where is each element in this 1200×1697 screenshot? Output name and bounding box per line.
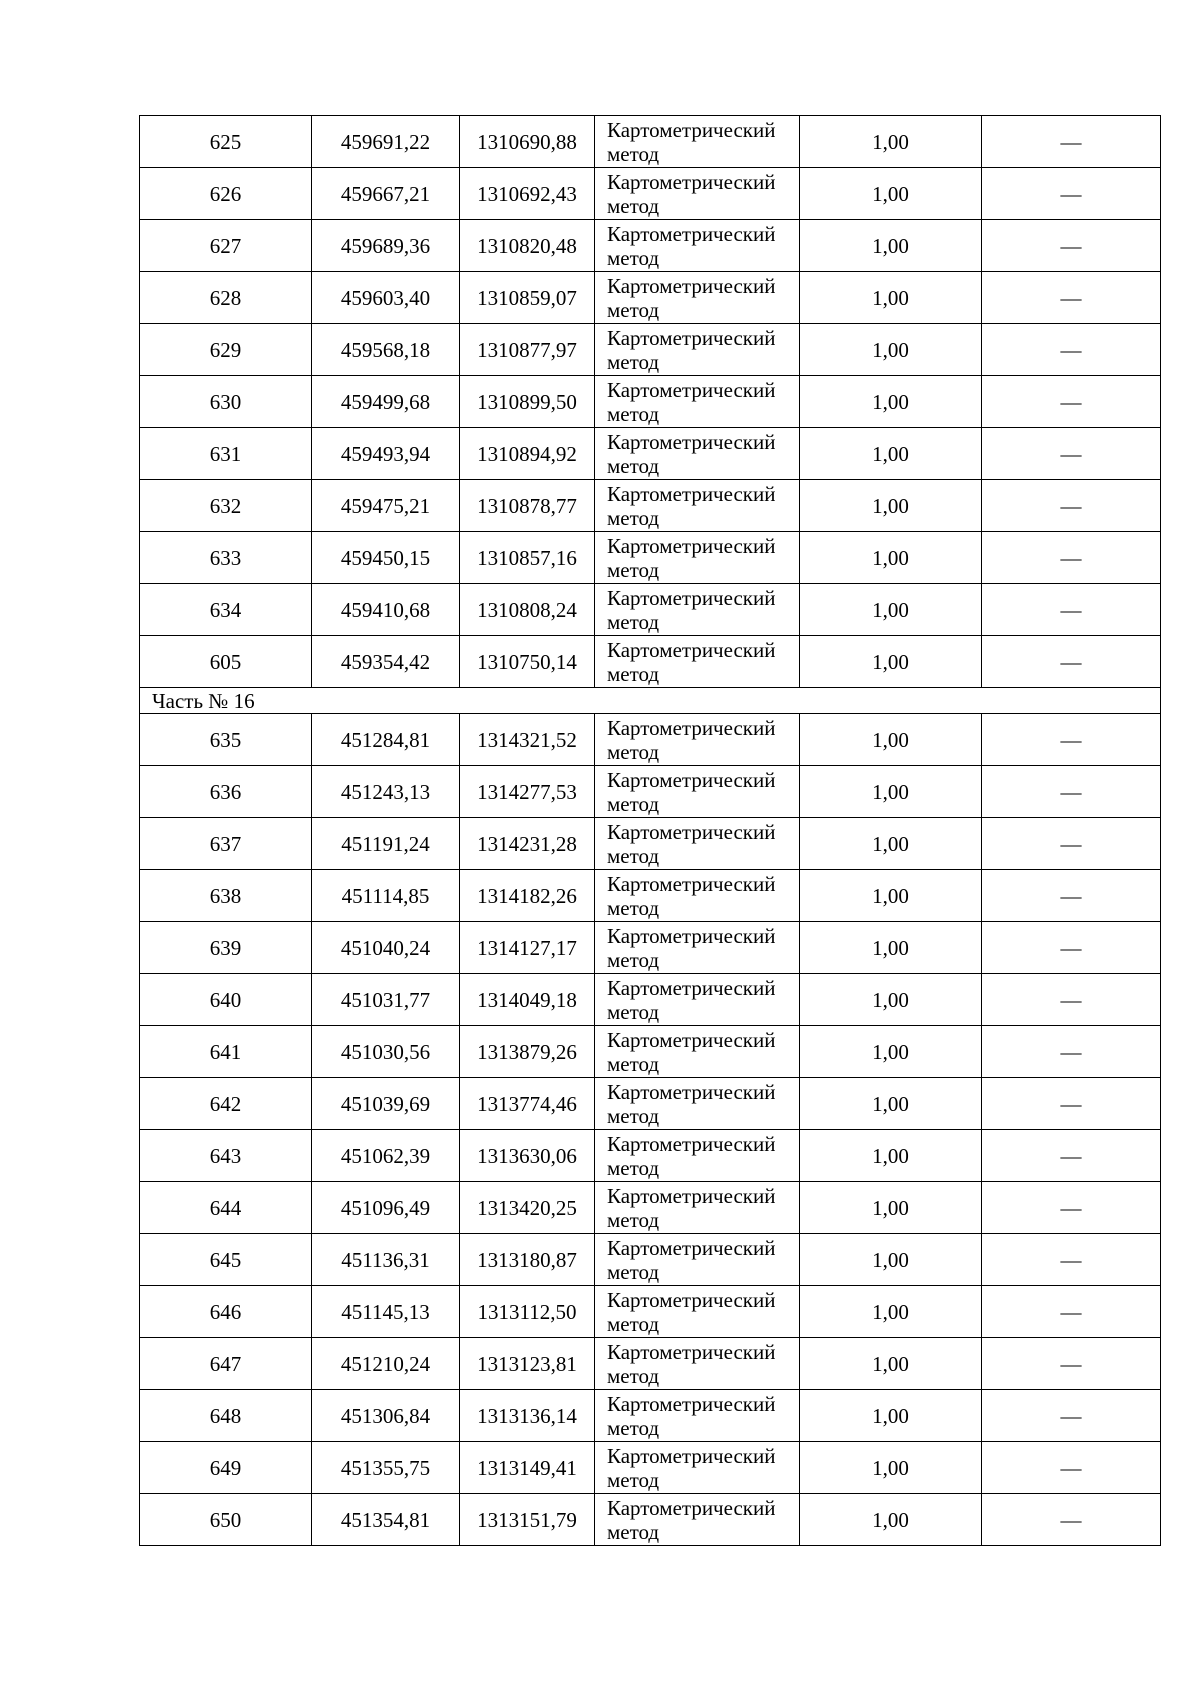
note-cell: — (982, 324, 1161, 376)
accuracy-cell: 1,00 (800, 532, 982, 584)
accuracy-cell: 1,00 (800, 376, 982, 428)
accuracy-cell: 1,00 (800, 974, 982, 1026)
method-line-2: метод (607, 401, 660, 426)
table-row (140, 1130, 1161, 1182)
x-coordinate-cell: 459568,18 (312, 324, 460, 376)
y-coordinate-cell: 1313420,25 (460, 1182, 595, 1234)
method-cell (595, 922, 800, 974)
note-cell: — (982, 922, 1161, 974)
method-line-1: Картометрический (607, 481, 776, 506)
method-line-2: метод (607, 1467, 660, 1492)
method-line-1: Картометрический (607, 1443, 776, 1468)
x-coordinate-cell: 451210,24 (312, 1338, 460, 1390)
x-coordinate-cell: 459691,22 (312, 116, 460, 168)
table-row (140, 220, 1161, 272)
method-line-2: метод (607, 1051, 660, 1076)
table-row (140, 532, 1161, 584)
table-row (140, 922, 1161, 974)
note-cell: — (982, 220, 1161, 272)
note-cell: — (982, 636, 1161, 688)
note-cell: — (982, 116, 1161, 168)
method-line-1: Картометрический (607, 1079, 776, 1104)
method-cell (595, 1494, 800, 1546)
method-line-2: метод (607, 1363, 660, 1388)
accuracy-cell: 1,00 (800, 870, 982, 922)
method-line-1: Картометрический (607, 767, 776, 792)
coordinates-table (139, 115, 1161, 1546)
table-row (140, 1390, 1161, 1442)
method-line-2: метод (607, 141, 660, 166)
y-coordinate-cell: 1314231,28 (460, 818, 595, 870)
x-coordinate-cell: 451145,13 (312, 1286, 460, 1338)
table-row (140, 1494, 1161, 1546)
method-cell (595, 870, 800, 922)
table-row (140, 584, 1161, 636)
point-number-cell: 631 (140, 428, 312, 480)
method-line-1: Картометрический (607, 221, 776, 246)
method-line-1: Картометрический (607, 117, 776, 142)
method-cell (595, 766, 800, 818)
y-coordinate-cell: 1314321,52 (460, 714, 595, 766)
method-line-2: метод (607, 1103, 660, 1128)
accuracy-cell: 1,00 (800, 714, 982, 766)
method-line-2: метод (607, 453, 660, 478)
x-coordinate-cell: 459354,42 (312, 636, 460, 688)
method-line-1: Картометрический (607, 975, 776, 1000)
accuracy-cell: 1,00 (800, 818, 982, 870)
accuracy-cell: 1,00 (800, 116, 982, 168)
accuracy-cell: 1,00 (800, 1130, 982, 1182)
point-number-cell: 634 (140, 584, 312, 636)
table-row (140, 324, 1161, 376)
method-line-1: Картометрический (607, 273, 776, 298)
y-coordinate-cell: 1310690,88 (460, 116, 595, 168)
point-number-cell: 644 (140, 1182, 312, 1234)
point-number-cell: 628 (140, 272, 312, 324)
point-number-cell: 647 (140, 1338, 312, 1390)
x-coordinate-cell: 451031,77 (312, 974, 460, 1026)
y-coordinate-cell: 1313136,14 (460, 1390, 595, 1442)
method-line-2: метод (607, 505, 660, 530)
method-line-2: метод (607, 791, 660, 816)
table-row (140, 870, 1161, 922)
y-coordinate-cell: 1313774,46 (460, 1078, 595, 1130)
x-coordinate-cell: 451306,84 (312, 1390, 460, 1442)
note-cell: — (982, 974, 1161, 1026)
note-cell: — (982, 584, 1161, 636)
method-line-1: Картометрический (607, 1235, 776, 1260)
table-row (140, 714, 1161, 766)
y-coordinate-cell: 1314049,18 (460, 974, 595, 1026)
method-line-1: Картометрический (607, 1391, 776, 1416)
accuracy-cell: 1,00 (800, 1494, 982, 1546)
section-label: Часть № 16 (140, 688, 1161, 714)
method-line-1: Картометрический (607, 637, 776, 662)
method-line-2: метод (607, 557, 660, 582)
x-coordinate-cell: 459475,21 (312, 480, 460, 532)
table-row (140, 636, 1161, 688)
y-coordinate-cell: 1310820,48 (460, 220, 595, 272)
x-coordinate-cell: 451284,81 (312, 714, 460, 766)
accuracy-cell: 1,00 (800, 480, 982, 532)
table-row (140, 1338, 1161, 1390)
y-coordinate-cell: 1310859,07 (460, 272, 595, 324)
note-cell: — (982, 376, 1161, 428)
note-cell: — (982, 168, 1161, 220)
note-cell: — (982, 870, 1161, 922)
method-line-2: метод (607, 609, 660, 634)
method-line-2: метод (607, 349, 660, 374)
x-coordinate-cell: 459689,36 (312, 220, 460, 272)
point-number-cell: 605 (140, 636, 312, 688)
table-row (140, 480, 1161, 532)
accuracy-cell: 1,00 (800, 1286, 982, 1338)
method-cell (595, 714, 800, 766)
method-line-1: Картометрический (607, 169, 776, 194)
method-line-1: Картометрический (607, 377, 776, 402)
x-coordinate-cell: 451039,69 (312, 1078, 460, 1130)
point-number-cell: 636 (140, 766, 312, 818)
x-coordinate-cell: 459493,94 (312, 428, 460, 480)
y-coordinate-cell: 1313630,06 (460, 1130, 595, 1182)
table-row (140, 1182, 1161, 1234)
note-cell: — (982, 428, 1161, 480)
method-cell (595, 480, 800, 532)
note-cell: — (982, 1078, 1161, 1130)
y-coordinate-cell: 1310894,92 (460, 428, 595, 480)
method-line-1: Картометрический (607, 1183, 776, 1208)
note-cell: — (982, 532, 1161, 584)
y-coordinate-cell: 1310750,14 (460, 636, 595, 688)
accuracy-cell: 1,00 (800, 922, 982, 974)
table-row (140, 168, 1161, 220)
method-line-1: Картометрический (607, 585, 776, 610)
y-coordinate-cell: 1313149,41 (460, 1442, 595, 1494)
point-number-cell: 632 (140, 480, 312, 532)
point-number-cell: 635 (140, 714, 312, 766)
x-coordinate-cell: 451136,31 (312, 1234, 460, 1286)
note-cell: — (982, 1026, 1161, 1078)
y-coordinate-cell: 1310808,24 (460, 584, 595, 636)
table-row (140, 272, 1161, 324)
note-cell: — (982, 272, 1161, 324)
method-line-2: метод (607, 297, 660, 322)
point-number-cell: 645 (140, 1234, 312, 1286)
method-line-2: метод (607, 739, 660, 764)
accuracy-cell: 1,00 (800, 1026, 982, 1078)
note-cell: — (982, 1442, 1161, 1494)
y-coordinate-cell: 1313879,26 (460, 1026, 595, 1078)
note-cell: — (982, 1182, 1161, 1234)
accuracy-cell: 1,00 (800, 1338, 982, 1390)
point-number-cell: 650 (140, 1494, 312, 1546)
method-line-2: метод (607, 1519, 660, 1544)
accuracy-cell: 1,00 (800, 636, 982, 688)
x-coordinate-cell: 451355,75 (312, 1442, 460, 1494)
table-row (140, 766, 1161, 818)
point-number-cell: 649 (140, 1442, 312, 1494)
x-coordinate-cell: 451096,49 (312, 1182, 460, 1234)
point-number-cell: 633 (140, 532, 312, 584)
x-coordinate-cell: 451191,24 (312, 818, 460, 870)
method-line-2: метод (607, 1155, 660, 1180)
table-row (140, 974, 1161, 1026)
method-cell (595, 272, 800, 324)
y-coordinate-cell: 1313112,50 (460, 1286, 595, 1338)
accuracy-cell: 1,00 (800, 1234, 982, 1286)
accuracy-cell: 1,00 (800, 428, 982, 480)
note-cell: — (982, 766, 1161, 818)
method-cell (595, 1130, 800, 1182)
note-cell: — (982, 818, 1161, 870)
method-line-2: метод (607, 1207, 660, 1232)
point-number-cell: 630 (140, 376, 312, 428)
y-coordinate-cell: 1310877,97 (460, 324, 595, 376)
method-line-2: метод (607, 1311, 660, 1336)
method-cell (595, 220, 800, 272)
table-row (140, 1234, 1161, 1286)
point-number-cell: 643 (140, 1130, 312, 1182)
method-line-2: метод (607, 1415, 660, 1440)
accuracy-cell: 1,00 (800, 1390, 982, 1442)
method-cell (595, 1182, 800, 1234)
method-line-2: метод (607, 999, 660, 1024)
table-row (140, 376, 1161, 428)
y-coordinate-cell: 1310899,50 (460, 376, 595, 428)
y-coordinate-cell: 1314182,26 (460, 870, 595, 922)
x-coordinate-cell: 459667,21 (312, 168, 460, 220)
x-coordinate-cell: 451030,56 (312, 1026, 460, 1078)
x-coordinate-cell: 451114,85 (312, 870, 460, 922)
table-section-header (140, 688, 1161, 714)
method-cell (595, 324, 800, 376)
x-coordinate-cell: 459603,40 (312, 272, 460, 324)
method-cell (595, 1338, 800, 1390)
point-number-cell: 642 (140, 1078, 312, 1130)
section-row (140, 688, 1161, 714)
method-line-1: Картометрический (607, 1495, 776, 1520)
note-cell: — (982, 480, 1161, 532)
method-cell (595, 1026, 800, 1078)
table-row (140, 818, 1161, 870)
method-cell (595, 168, 800, 220)
point-number-cell: 640 (140, 974, 312, 1026)
point-number-cell: 646 (140, 1286, 312, 1338)
x-coordinate-cell: 459499,68 (312, 376, 460, 428)
note-cell: — (982, 1494, 1161, 1546)
x-coordinate-cell: 451062,39 (312, 1130, 460, 1182)
note-cell: — (982, 1390, 1161, 1442)
method-line-1: Картометрический (607, 429, 776, 454)
method-line-1: Картометрический (607, 1287, 776, 1312)
x-coordinate-cell: 459450,15 (312, 532, 460, 584)
method-cell (595, 1078, 800, 1130)
method-line-2: метод (607, 895, 660, 920)
accuracy-cell: 1,00 (800, 584, 982, 636)
table-row (140, 1078, 1161, 1130)
y-coordinate-cell: 1310878,77 (460, 480, 595, 532)
accuracy-cell: 1,00 (800, 766, 982, 818)
table-body-part-a (140, 116, 1161, 688)
note-cell: — (982, 1234, 1161, 1286)
point-number-cell: 639 (140, 922, 312, 974)
table-row (140, 1442, 1161, 1494)
method-cell (595, 116, 800, 168)
method-line-2: метод (607, 1259, 660, 1284)
accuracy-cell: 1,00 (800, 1078, 982, 1130)
note-cell: — (982, 1338, 1161, 1390)
accuracy-cell: 1,00 (800, 220, 982, 272)
method-line-1: Картометрический (607, 819, 776, 844)
point-number-cell: 627 (140, 220, 312, 272)
y-coordinate-cell: 1313151,79 (460, 1494, 595, 1546)
note-cell: — (982, 1130, 1161, 1182)
y-coordinate-cell: 1314277,53 (460, 766, 595, 818)
table-body-part-b (140, 714, 1161, 1546)
method-line-1: Картометрический (607, 923, 776, 948)
y-coordinate-cell: 1310857,16 (460, 532, 595, 584)
point-number-cell: 637 (140, 818, 312, 870)
point-number-cell: 629 (140, 324, 312, 376)
y-coordinate-cell: 1310692,43 (460, 168, 595, 220)
method-cell (595, 376, 800, 428)
point-number-cell: 641 (140, 1026, 312, 1078)
method-line-2: метод (607, 245, 660, 270)
table-row (140, 1026, 1161, 1078)
method-line-1: Картометрический (607, 325, 776, 350)
point-number-cell: 626 (140, 168, 312, 220)
note-cell: — (982, 1286, 1161, 1338)
table-row (140, 1286, 1161, 1338)
method-line-1: Картометрический (607, 533, 776, 558)
y-coordinate-cell: 1313123,81 (460, 1338, 595, 1390)
accuracy-cell: 1,00 (800, 1182, 982, 1234)
method-cell (595, 1390, 800, 1442)
method-line-1: Картометрический (607, 1339, 776, 1364)
accuracy-cell: 1,00 (800, 168, 982, 220)
y-coordinate-cell: 1313180,87 (460, 1234, 595, 1286)
method-line-1: Картометрический (607, 715, 776, 740)
method-cell (595, 818, 800, 870)
y-coordinate-cell: 1314127,17 (460, 922, 595, 974)
method-line-2: метод (607, 947, 660, 972)
table-row (140, 428, 1161, 480)
method-line-2: метод (607, 843, 660, 868)
x-coordinate-cell: 451354,81 (312, 1494, 460, 1546)
method-cell (595, 428, 800, 480)
x-coordinate-cell: 451243,13 (312, 766, 460, 818)
x-coordinate-cell: 451040,24 (312, 922, 460, 974)
accuracy-cell: 1,00 (800, 272, 982, 324)
method-cell (595, 532, 800, 584)
point-number-cell: 625 (140, 116, 312, 168)
method-cell (595, 584, 800, 636)
note-cell: — (982, 714, 1161, 766)
method-cell (595, 636, 800, 688)
method-line-1: Картометрический (607, 1131, 776, 1156)
method-line-1: Картометрический (607, 871, 776, 896)
x-coordinate-cell: 459410,68 (312, 584, 460, 636)
method-cell (595, 1234, 800, 1286)
table-row (140, 116, 1161, 168)
point-number-cell: 638 (140, 870, 312, 922)
method-cell (595, 1442, 800, 1494)
accuracy-cell: 1,00 (800, 1442, 982, 1494)
point-number-cell: 648 (140, 1390, 312, 1442)
method-line-1: Картометрический (607, 1027, 776, 1052)
method-cell (595, 974, 800, 1026)
method-line-2: метод (607, 193, 660, 218)
accuracy-cell: 1,00 (800, 324, 982, 376)
method-line-2: метод (607, 661, 660, 686)
method-cell (595, 1286, 800, 1338)
